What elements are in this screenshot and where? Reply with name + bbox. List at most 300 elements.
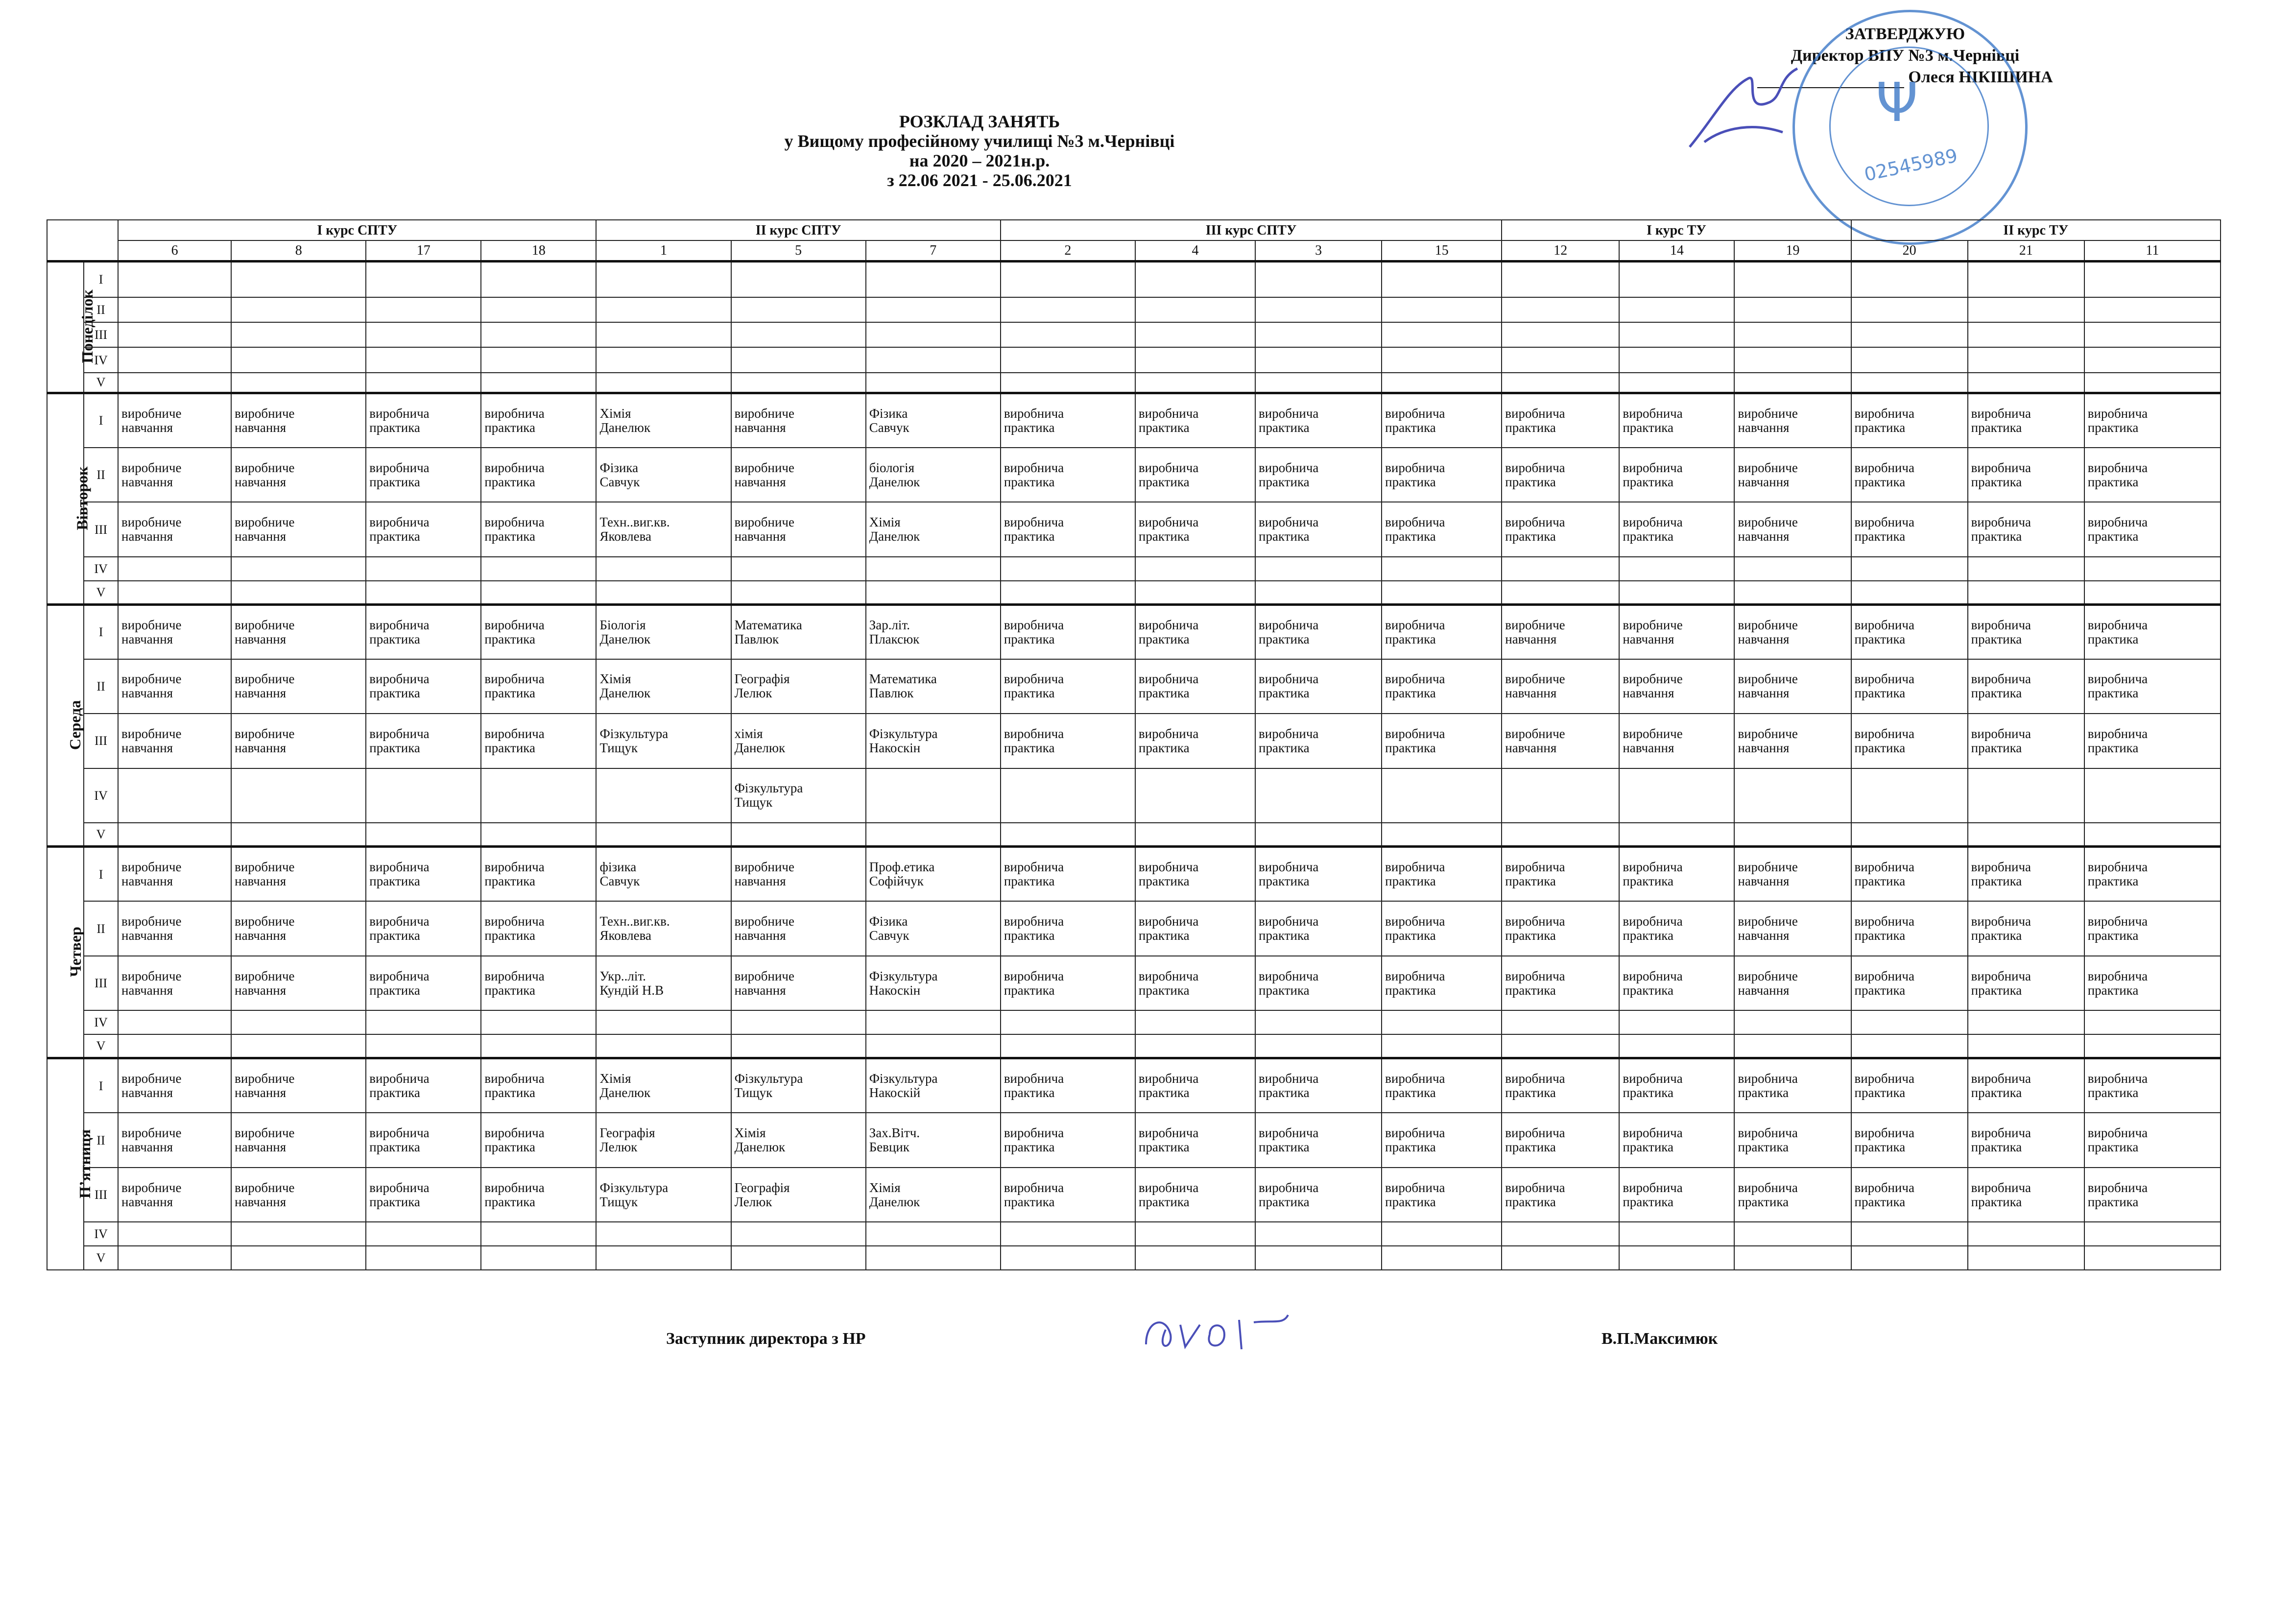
- lesson-cell: виробнича практика: [1255, 1058, 1382, 1113]
- lesson-cell: виробнича практика: [1851, 448, 1968, 502]
- schedule-heading: [612, 112, 1347, 190]
- lesson-cell: [366, 297, 481, 322]
- lesson-cell: [2084, 1034, 2221, 1058]
- lesson-cell: Хімія Данелюк: [596, 1058, 731, 1113]
- lesson-row: [47, 581, 2221, 605]
- lesson-cell: виробнича практика: [1968, 659, 2084, 714]
- lesson-cell: виробниче навчання: [231, 604, 366, 659]
- lesson-cell: [1001, 297, 1135, 322]
- lesson-cell: [1734, 322, 1851, 347]
- lesson-cell: [1851, 261, 1968, 297]
- column-number: 21: [1968, 240, 2084, 261]
- lesson-cell: біологія Данелюк: [866, 448, 1001, 502]
- lesson-cell: виробнича практика: [1502, 956, 1619, 1010]
- lesson-cell: виробнича практика: [1001, 1058, 1135, 1113]
- lesson-cell: виробнича практика: [1135, 659, 1255, 714]
- approval-position: Директор ВПУ №3 м.Чернівці: [1791, 47, 2020, 65]
- lesson-cell: виробнича практика: [1255, 448, 1382, 502]
- column-number: 20: [1851, 240, 1968, 261]
- day-label: [47, 393, 91, 604]
- lesson-cell: виробниче навчання: [731, 393, 866, 447]
- lesson-cell: [231, 557, 366, 581]
- lesson-cell: Географія Лелюк: [596, 1113, 731, 1167]
- lesson-cell: [2084, 347, 2221, 372]
- lesson-cell: [1968, 1010, 2084, 1034]
- lesson-cell: виробнича практика: [1851, 1168, 1968, 1222]
- lesson-number: І: [84, 847, 118, 901]
- lesson-cell: [1135, 297, 1255, 322]
- lesson-cell: виробнича практика: [366, 956, 481, 1010]
- lesson-cell: виробнича практика: [1382, 448, 1502, 502]
- lesson-cell: виробнича практика: [366, 1168, 481, 1222]
- lesson-number: ІІ: [84, 901, 118, 955]
- lesson-cell: [231, 322, 366, 347]
- lesson-cell: [1734, 297, 1851, 322]
- lesson-cell: [366, 1034, 481, 1058]
- lesson-cell: [731, 1246, 866, 1270]
- lesson-cell: [1734, 823, 1851, 847]
- lesson-cell: виробнича практика: [481, 847, 596, 901]
- lesson-cell: [2084, 1246, 2221, 1270]
- approval-title: ЗАТВЕРДЖУЮ: [1845, 25, 1965, 43]
- lesson-cell: виробнича практика: [2084, 502, 2221, 556]
- lesson-cell: [1135, 1246, 1255, 1270]
- lesson-cell: [1382, 1222, 1502, 1246]
- lesson-cell: [366, 347, 481, 372]
- lesson-cell: виробнича практика: [1001, 847, 1135, 901]
- lesson-cell: [1135, 322, 1255, 347]
- column-number-row: [47, 240, 2221, 261]
- lesson-cell: [1382, 1034, 1502, 1058]
- lesson-row: [47, 502, 2221, 556]
- lesson-cell: виробнича практика: [1968, 714, 2084, 768]
- lesson-cell: виробнича практика: [1734, 1058, 1851, 1113]
- lesson-cell: виробнича практика: [1255, 901, 1382, 955]
- lesson-cell: виробнича практика: [1619, 901, 1734, 955]
- lesson-number: IV: [84, 768, 118, 823]
- lesson-cell: виробниче навчання: [231, 1168, 366, 1222]
- lesson-cell: [1255, 823, 1382, 847]
- lesson-cell: [1502, 373, 1619, 393]
- lesson-number: ІІ: [84, 297, 118, 322]
- lesson-cell: [1382, 823, 1502, 847]
- lesson-cell: [596, 1010, 731, 1034]
- lesson-cell: виробнича практика: [2084, 1058, 2221, 1113]
- lesson-cell: [481, 1010, 596, 1034]
- lesson-cell: [118, 768, 231, 823]
- lesson-cell: [118, 581, 231, 605]
- lesson-cell: [2084, 768, 2221, 823]
- lesson-cell: виробнича практика: [2084, 1168, 2221, 1222]
- lesson-number: ІІ: [84, 659, 118, 714]
- lesson-cell: Хімія Данелюк: [596, 659, 731, 714]
- lesson-cell: [1382, 557, 1502, 581]
- lesson-number: І: [84, 1058, 118, 1113]
- lesson-cell: [1502, 1246, 1619, 1270]
- lesson-row: [47, 1113, 2221, 1167]
- lesson-cell: виробниче навчання: [1734, 956, 1851, 1010]
- lesson-cell: [731, 1222, 866, 1246]
- lesson-cell: [731, 373, 866, 393]
- lesson-cell: [231, 1034, 366, 1058]
- lesson-cell: [1619, 322, 1734, 347]
- lesson-cell: виробнича практика: [366, 847, 481, 901]
- lesson-cell: [1734, 347, 1851, 372]
- lesson-cell: [366, 1010, 481, 1034]
- stamp-code: 02545989: [1862, 144, 1959, 186]
- lesson-cell: виробнича практика: [2084, 659, 2221, 714]
- lesson-cell: [481, 297, 596, 322]
- lesson-cell: Хімія Данелюк: [596, 393, 731, 447]
- lesson-cell: виробнича практика: [1968, 1058, 2084, 1113]
- lesson-cell: виробнича практика: [366, 714, 481, 768]
- lesson-cell: [118, 823, 231, 847]
- lesson-cell: [481, 581, 596, 605]
- lesson-number: V: [84, 823, 118, 847]
- lesson-row: [47, 714, 2221, 768]
- lesson-cell: [118, 1222, 231, 1246]
- lesson-cell: [596, 581, 731, 605]
- lesson-cell: виробнича практика: [1001, 604, 1135, 659]
- lesson-cell: [1135, 373, 1255, 393]
- lesson-cell: [366, 823, 481, 847]
- lesson-row: [47, 901, 2221, 955]
- lesson-cell: [1382, 297, 1502, 322]
- lesson-cell: [481, 261, 596, 297]
- column-number: 2: [1001, 240, 1135, 261]
- lesson-cell: виробнича практика: [1001, 502, 1135, 556]
- footer-name: В.П.Максимюк: [1601, 1330, 1718, 1348]
- lesson-cell: [231, 581, 366, 605]
- lesson-cell: виробнича практика: [1135, 502, 1255, 556]
- lesson-cell: [1502, 557, 1619, 581]
- lesson-cell: [1968, 373, 2084, 393]
- column-number: 15: [1382, 240, 1502, 261]
- lesson-cell: [2084, 1222, 2221, 1246]
- lesson-cell: [866, 1246, 1001, 1270]
- lesson-cell: виробнича практика: [1734, 1168, 1851, 1222]
- lesson-cell: виробнича практика: [1968, 1168, 2084, 1222]
- lesson-cell: [1968, 1246, 2084, 1270]
- heading-year: на 2020 – 2021н.р.: [909, 151, 1050, 170]
- lesson-cell: [1135, 581, 1255, 605]
- lesson-cell: [481, 373, 596, 393]
- lesson-cell: [596, 261, 731, 297]
- lesson-number: V: [84, 373, 118, 393]
- lesson-number: V: [84, 1034, 118, 1058]
- lesson-row: [47, 347, 2221, 372]
- lesson-cell: [731, 581, 866, 605]
- lesson-cell: Математика Павлюк: [866, 659, 1001, 714]
- lesson-cell: [1502, 322, 1619, 347]
- lesson-number: І: [84, 604, 118, 659]
- lesson-cell: виробнича практика: [1135, 1168, 1255, 1222]
- lesson-cell: [1734, 373, 1851, 393]
- lesson-cell: виробнича практика: [1382, 1058, 1502, 1113]
- lesson-cell: [596, 347, 731, 372]
- lesson-cell: виробниче навчання: [118, 714, 231, 768]
- lesson-cell: Техн..виг.кв. Яковлева: [596, 502, 731, 556]
- lesson-cell: виробнича практика: [1734, 1113, 1851, 1167]
- lesson-cell: виробнича практика: [1382, 1168, 1502, 1222]
- column-number: 3: [1255, 240, 1382, 261]
- lesson-cell: виробнича практика: [366, 393, 481, 447]
- lesson-cell: [596, 322, 731, 347]
- lesson-cell: виробниче навчання: [231, 714, 366, 768]
- lesson-row: [47, 768, 2221, 823]
- lesson-cell: [1851, 297, 1968, 322]
- lesson-cell: виробниче навчання: [231, 1058, 366, 1113]
- lesson-number: V: [84, 1246, 118, 1270]
- lesson-cell: [118, 1034, 231, 1058]
- column-number: 6: [118, 240, 231, 261]
- lesson-number: ІІІ: [84, 956, 118, 1010]
- lesson-cell: [1968, 823, 2084, 847]
- lesson-number: IV: [84, 1010, 118, 1034]
- lesson-cell: виробнича практика: [1619, 393, 1734, 447]
- lesson-cell: [1619, 297, 1734, 322]
- lesson-cell: виробнича практика: [1001, 714, 1135, 768]
- lesson-cell: [1382, 581, 1502, 605]
- lesson-cell: [231, 261, 366, 297]
- heading-dates: з 22.06 2021 - 25.06.2021: [887, 170, 1072, 190]
- lesson-cell: [366, 261, 481, 297]
- lesson-cell: [1255, 297, 1382, 322]
- lesson-cell: [1502, 347, 1619, 372]
- column-number: 4: [1135, 240, 1255, 261]
- lesson-cell: [596, 1222, 731, 1246]
- lesson-cell: [2084, 823, 2221, 847]
- lesson-cell: виробниче навчання: [1734, 659, 1851, 714]
- lesson-row: [47, 604, 2221, 659]
- lesson-cell: [1382, 768, 1502, 823]
- trident-icon: Ψ: [1876, 71, 1918, 134]
- lesson-cell: виробнича практика: [481, 1058, 596, 1113]
- lesson-cell: виробниче навчання: [731, 502, 866, 556]
- lesson-cell: [1851, 373, 1968, 393]
- lesson-cell: [1968, 261, 2084, 297]
- lesson-cell: Укр..літ. Кундій Н.В: [596, 956, 731, 1010]
- lesson-row: [47, 297, 2221, 322]
- lesson-cell: [1968, 1222, 2084, 1246]
- lesson-cell: [118, 1010, 231, 1034]
- lesson-cell: [1619, 1246, 1734, 1270]
- schedule-body: [47, 261, 2221, 1270]
- lesson-cell: [1382, 347, 1502, 372]
- lesson-cell: [1001, 768, 1135, 823]
- lesson-cell: Хімія Данелюк: [731, 1113, 866, 1167]
- lesson-cell: виробнича практика: [1255, 1113, 1382, 1167]
- lesson-cell: [1734, 1034, 1851, 1058]
- lesson-cell: виробнича практика: [1001, 1113, 1135, 1167]
- lesson-cell: Фізкультура Накоскій: [866, 1058, 1001, 1113]
- lesson-cell: [1851, 823, 1968, 847]
- lesson-cell: [596, 297, 731, 322]
- lesson-cell: [366, 1246, 481, 1270]
- lesson-cell: виробнича практика: [1851, 502, 1968, 556]
- lesson-cell: [866, 1222, 1001, 1246]
- lesson-cell: виробниче навчання: [731, 847, 866, 901]
- group-header: І курс ТУ: [1502, 220, 1851, 240]
- lesson-cell: виробнича практика: [1619, 1113, 1734, 1167]
- lesson-cell: виробниче навчання: [118, 901, 231, 955]
- day-name: Вівторок: [73, 466, 91, 530]
- lesson-cell: виробнича практика: [1851, 1113, 1968, 1167]
- lesson-cell: виробнича практика: [1382, 901, 1502, 955]
- lesson-cell: виробнича практика: [1502, 1058, 1619, 1113]
- lesson-cell: виробнича практика: [366, 604, 481, 659]
- lesson-row: [47, 823, 2221, 847]
- lesson-cell: Фізкультура Тищук: [731, 768, 866, 823]
- lesson-cell: виробнича практика: [1135, 901, 1255, 955]
- lesson-cell: Біологія Данелюк: [596, 604, 731, 659]
- lesson-cell: [866, 322, 1001, 347]
- lesson-cell: [1382, 1010, 1502, 1034]
- lesson-cell: [118, 347, 231, 372]
- lesson-cell: [481, 823, 596, 847]
- lesson-cell: виробнича практика: [1502, 1168, 1619, 1222]
- lesson-cell: виробнича практика: [1968, 847, 2084, 901]
- lesson-cell: [1135, 557, 1255, 581]
- lesson-cell: [1851, 557, 1968, 581]
- lesson-cell: виробниче навчання: [231, 659, 366, 714]
- lesson-cell: [1734, 557, 1851, 581]
- lesson-cell: виробнича практика: [1851, 714, 1968, 768]
- lesson-cell: Проф.етика Софійчук: [866, 847, 1001, 901]
- lesson-cell: [1619, 581, 1734, 605]
- lesson-row: [47, 1222, 2221, 1246]
- lesson-cell: [1001, 373, 1135, 393]
- column-number: 18: [481, 240, 596, 261]
- lesson-cell: Зар.літ. Плаксюк: [866, 604, 1001, 659]
- lesson-cell: виробнича практика: [1135, 847, 1255, 901]
- day-name: Четвер: [66, 927, 84, 978]
- lesson-cell: виробнича практика: [1502, 847, 1619, 901]
- lesson-cell: [1734, 1010, 1851, 1034]
- lesson-cell: [1619, 823, 1734, 847]
- lesson-cell: Фізика Савчук: [866, 901, 1001, 955]
- lesson-cell: виробнича практика: [1382, 714, 1502, 768]
- lesson-cell: виробниче навчання: [1502, 659, 1619, 714]
- lesson-cell: [1968, 581, 2084, 605]
- lesson-cell: [118, 1246, 231, 1270]
- lesson-cell: виробниче навчання: [118, 1058, 231, 1113]
- lesson-number: ІІ: [84, 1113, 118, 1167]
- lesson-cell: [731, 1010, 866, 1034]
- lesson-number: IV: [84, 557, 118, 581]
- heading-title: РОЗКЛАД ЗАНЯТЬ: [899, 112, 1060, 131]
- lesson-cell: виробнича практика: [1619, 1168, 1734, 1222]
- lesson-cell: виробнича практика: [1001, 393, 1135, 447]
- lesson-cell: виробнича практика: [1135, 604, 1255, 659]
- lesson-cell: [1001, 823, 1135, 847]
- lesson-cell: [1255, 373, 1382, 393]
- lesson-cell: [596, 373, 731, 393]
- lesson-cell: [1135, 768, 1255, 823]
- lesson-cell: [1734, 768, 1851, 823]
- lesson-cell: [1502, 1034, 1619, 1058]
- lesson-number: І: [84, 393, 118, 447]
- lesson-cell: виробнича практика: [1968, 502, 2084, 556]
- lesson-cell: [1968, 297, 2084, 322]
- lesson-row: [47, 1034, 2221, 1058]
- lesson-cell: виробнича практика: [1851, 659, 1968, 714]
- lesson-row: [47, 393, 2221, 447]
- lesson-cell: виробнича практика: [1135, 956, 1255, 1010]
- column-number: 17: [366, 240, 481, 261]
- lesson-cell: виробнича практика: [1502, 393, 1619, 447]
- lesson-cell: [731, 261, 866, 297]
- deputy-signature: [1136, 1305, 1293, 1359]
- group-header-row: [47, 220, 2221, 240]
- lesson-cell: виробнича практика: [1851, 901, 1968, 955]
- lesson-cell: виробнича практика: [1382, 1113, 1502, 1167]
- lesson-cell: [1001, 1246, 1135, 1270]
- lesson-cell: [1968, 557, 2084, 581]
- lesson-cell: [1382, 1246, 1502, 1270]
- lesson-cell: [1619, 261, 1734, 297]
- lesson-cell: виробниче навчання: [1734, 502, 1851, 556]
- group-header: ІІ курс ТУ: [1851, 220, 2221, 240]
- lesson-cell: виробнича практика: [1135, 448, 1255, 502]
- lesson-cell: [1851, 768, 1968, 823]
- lesson-cell: Фізика Савчук: [596, 448, 731, 502]
- lesson-number: ІІІ: [84, 322, 118, 347]
- lesson-cell: [1734, 581, 1851, 605]
- lesson-cell: [366, 1222, 481, 1246]
- lesson-cell: [1001, 347, 1135, 372]
- lesson-cell: Фізика Савчук: [866, 393, 1001, 447]
- lesson-cell: виробнича практика: [1001, 956, 1135, 1010]
- lesson-cell: виробниче навчання: [231, 901, 366, 955]
- lesson-cell: [1502, 1222, 1619, 1246]
- lesson-cell: [1135, 1222, 1255, 1246]
- lesson-cell: Математика Павлюк: [731, 604, 866, 659]
- lesson-cell: Фізкультура Накоскін: [866, 714, 1001, 768]
- lesson-cell: [1001, 1034, 1135, 1058]
- lesson-cell: виробнича практика: [1968, 901, 2084, 955]
- lesson-cell: виробниче навчання: [1619, 604, 1734, 659]
- lesson-cell: виробнича практика: [1255, 714, 1382, 768]
- lesson-cell: [1001, 322, 1135, 347]
- column-number: 12: [1502, 240, 1619, 261]
- lesson-number: ІІІ: [84, 714, 118, 768]
- lesson-cell: [1619, 347, 1734, 372]
- lesson-cell: [731, 322, 866, 347]
- day-label: [47, 1058, 94, 1270]
- lesson-cell: виробниче навчання: [1502, 714, 1619, 768]
- lesson-cell: [866, 261, 1001, 297]
- lesson-cell: [1619, 1010, 1734, 1034]
- lesson-cell: Техн..виг.кв. Яковлева: [596, 901, 731, 955]
- lesson-cell: [118, 557, 231, 581]
- lesson-cell: Хімія Данелюк: [866, 502, 1001, 556]
- lesson-cell: виробнича практика: [1619, 956, 1734, 1010]
- lesson-cell: [1619, 373, 1734, 393]
- column-number: 19: [1734, 240, 1851, 261]
- lesson-cell: [231, 823, 366, 847]
- lesson-cell: виробниче навчання: [118, 502, 231, 556]
- lesson-cell: виробнича практика: [1968, 956, 2084, 1010]
- lesson-cell: Фізкультура Тищук: [596, 714, 731, 768]
- lesson-cell: [231, 373, 366, 393]
- lesson-cell: виробниче навчання: [118, 448, 231, 502]
- day-label: [47, 261, 96, 393]
- lesson-number: IV: [84, 347, 118, 372]
- lesson-cell: виробнича практика: [366, 502, 481, 556]
- lesson-cell: виробнича практика: [1255, 393, 1382, 447]
- lesson-cell: [731, 557, 866, 581]
